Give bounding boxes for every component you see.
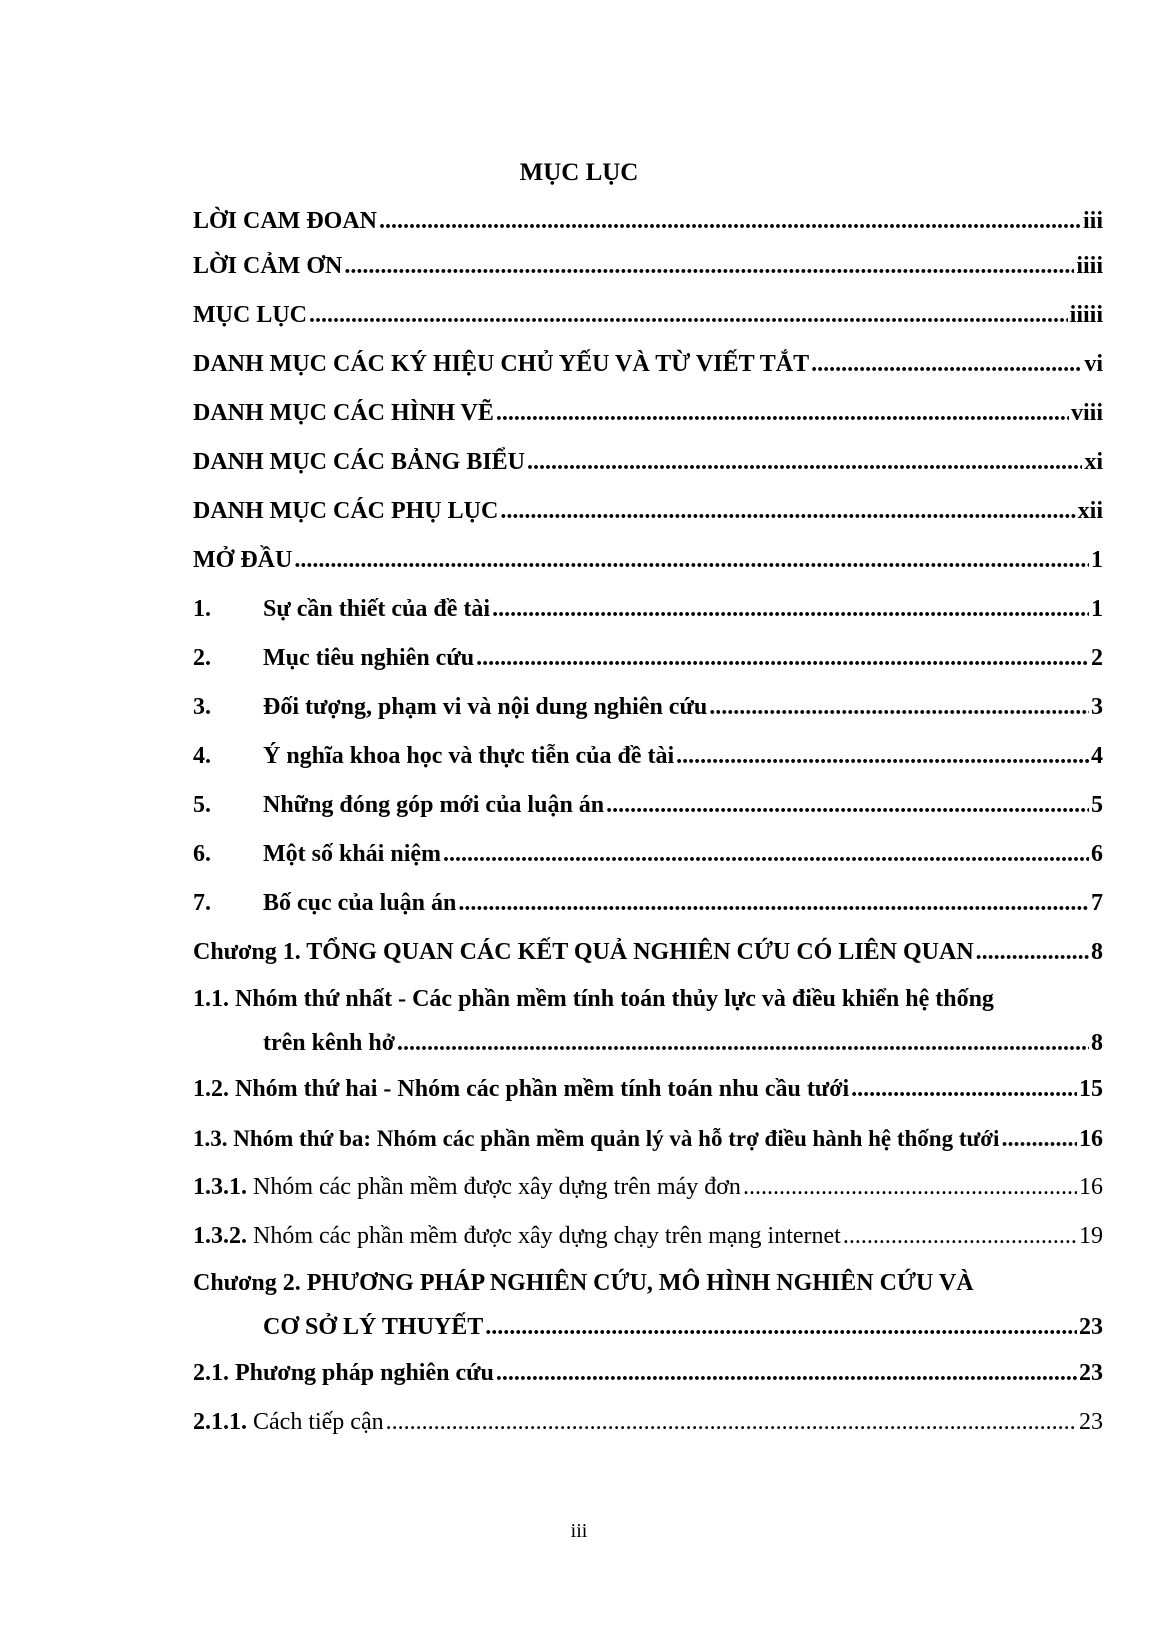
toc-entry[interactable] [193, 928, 1103, 977]
toc-entry-title-line1: Chương 2. PHƯƠNG PHÁP NGHIÊN CỨU, MÔ HÌNH NGHIÊN CỨU VÀ [193, 1270, 974, 1296]
page-title: MỤC LỤC [519, 159, 639, 186]
toc-entry-title: Bố cục của luận án [263, 890, 457, 916]
toc-entry-page: vi [1084, 351, 1103, 377]
toc-entry-number: 5. [193, 792, 211, 818]
toc-entry[interactable] [193, 487, 1103, 536]
toc-entry[interactable] [193, 879, 1103, 928]
toc-entry[interactable] [193, 683, 1103, 732]
toc-entry-page: 16 [1079, 1126, 1103, 1152]
table-of-contents [193, 200, 1103, 1447]
toc-entry-number: 7. [193, 890, 211, 916]
toc-entry-title: LỜI CẢM ƠN [193, 253, 343, 279]
toc-entry[interactable] [193, 1349, 1103, 1398]
toc-entry[interactable] [193, 732, 1103, 781]
toc-entry-title: Nhóm các phần mềm được xây dựng trên máy đơn [253, 1174, 741, 1200]
toc-entry-number: 1. [193, 596, 211, 622]
toc-entry-page: 5 [1091, 792, 1103, 818]
toc-entry-title-line2: trên kênh hở [263, 1030, 395, 1056]
toc-entry[interactable] [193, 1212, 1103, 1261]
toc-entry-title: Nhóm các phần mềm được xây dựng chạy trên mạng internet [253, 1223, 841, 1249]
toc-entry[interactable] [193, 830, 1103, 879]
toc-entry-title: Những đóng góp mới của luận án [263, 792, 605, 818]
toc-entry-title-line2: CƠ SỞ LÝ THUYẾT [263, 1314, 484, 1340]
toc-entry-number: 2. [193, 645, 211, 671]
toc-entry-page: 19 [1079, 1223, 1103, 1249]
toc-entry-page: 8 [1091, 1030, 1103, 1056]
toc-entry-number: 2.1.1. [193, 1409, 247, 1435]
toc-entry[interactable] [193, 389, 1103, 438]
toc-entry-page: 2 [1091, 645, 1103, 671]
toc-entry[interactable] [193, 585, 1103, 634]
toc-entry-page: 23 [1079, 1360, 1103, 1386]
toc-entry-page: 16 [1079, 1174, 1103, 1200]
toc-entry-title: DANH MỤC CÁC HÌNH VẼ [193, 400, 494, 426]
toc-entry-page: 4 [1091, 743, 1103, 769]
toc-entry[interactable] [193, 781, 1103, 830]
toc-entry-title: 1.3. Nhóm thứ ba: Nhóm các phần mềm quản lý và hỗ trợ điều hành hệ thống tưới [193, 1126, 1000, 1151]
toc-entry-title-line1: 1.1. Nhóm thứ nhất - Các phần mềm tính toán thủy lực và điều khiển hệ thống [193, 986, 994, 1012]
toc-entry-title: 1.2. Nhóm thứ hai - Nhóm các phần mềm tính toán nhu cầu tưới [193, 1076, 850, 1102]
toc-entry-title: Đối tượng, phạm vi và nội dung nghiên cứu [263, 694, 708, 720]
toc-entry-page: xii [1077, 498, 1103, 524]
toc-entry-page: 8 [1091, 939, 1103, 965]
toc-entry-page: 1 [1091, 547, 1103, 573]
toc-entry-title: DANH MỤC CÁC KÝ HIỆU CHỦ YẾU VÀ TỪ VIẾT TẮT [193, 351, 810, 377]
toc-entry-page: 15 [1079, 1076, 1103, 1102]
toc-entry-page: xi [1084, 449, 1103, 475]
toc-entry-title: DANH MỤC CÁC BẢNG BIỂU [193, 449, 526, 475]
toc-entry-page: 1 [1091, 596, 1103, 622]
toc-entry-title: MỞ ĐẦU [193, 547, 293, 573]
toc-entry-title: Mục tiêu nghiên cứu [263, 645, 475, 671]
toc-entry-page: viii [1070, 400, 1103, 426]
toc-entry-page: 7 [1091, 890, 1103, 916]
toc-entry-page: iiii [1076, 253, 1103, 279]
toc-entry[interactable] [193, 200, 1103, 242]
toc-entry-number: 1.3.2. [193, 1223, 247, 1249]
toc-entry-title: DANH MỤC CÁC PHỤ LỤC [193, 498, 499, 524]
toc-entry[interactable] [193, 536, 1103, 585]
toc-entry-number: 3. [193, 694, 211, 720]
toc-entry[interactable] [193, 1261, 1103, 1349]
toc-entry[interactable] [193, 1163, 1103, 1212]
toc-entry[interactable] [193, 1065, 1103, 1114]
toc-entry[interactable] [193, 634, 1103, 683]
toc-entry-title: Ý nghĩa khoa học và thực tiễn của đề tài [263, 743, 675, 769]
toc-entry[interactable] [193, 1398, 1103, 1447]
toc-entry[interactable] [193, 242, 1103, 291]
toc-entry-title: MỤC LỤC [193, 302, 307, 328]
toc-entry-title: 2.1. Phương pháp nghiên cứu [193, 1360, 494, 1386]
toc-entry[interactable] [193, 977, 1103, 1065]
toc-entry-number: 1.3.1. [193, 1174, 247, 1200]
toc-entry-title: Chương 1. TỔNG QUAN CÁC KẾT QUẢ NGHIÊN CỨU CÓ LIÊN QUAN [193, 939, 974, 965]
toc-entry-page: 6 [1091, 841, 1103, 867]
toc-entry-title: Sự cần thiết của đề tài [263, 596, 491, 622]
toc-entry-page: iii [1082, 208, 1103, 234]
toc-entry-title: Một số khái niệm [263, 841, 442, 867]
toc-entry-page: iiiii [1069, 302, 1103, 328]
toc-entry-number: 4. [193, 743, 211, 769]
toc-entry-number: 6. [193, 841, 211, 867]
toc-entry-page: 23 [1079, 1314, 1103, 1340]
toc-entry-title: Cách tiếp cận [253, 1409, 384, 1435]
toc-entry-page: 23 [1079, 1409, 1103, 1435]
toc-entry[interactable] [193, 340, 1103, 389]
toc-entry-page: 3 [1091, 694, 1103, 720]
toc-entry[interactable] [193, 438, 1103, 487]
page-number: iii [570, 1520, 588, 1542]
toc-entry[interactable] [193, 1114, 1103, 1163]
toc-entry-title: LỜI CAM ĐOAN [193, 208, 377, 234]
toc-entry[interactable] [193, 291, 1103, 340]
